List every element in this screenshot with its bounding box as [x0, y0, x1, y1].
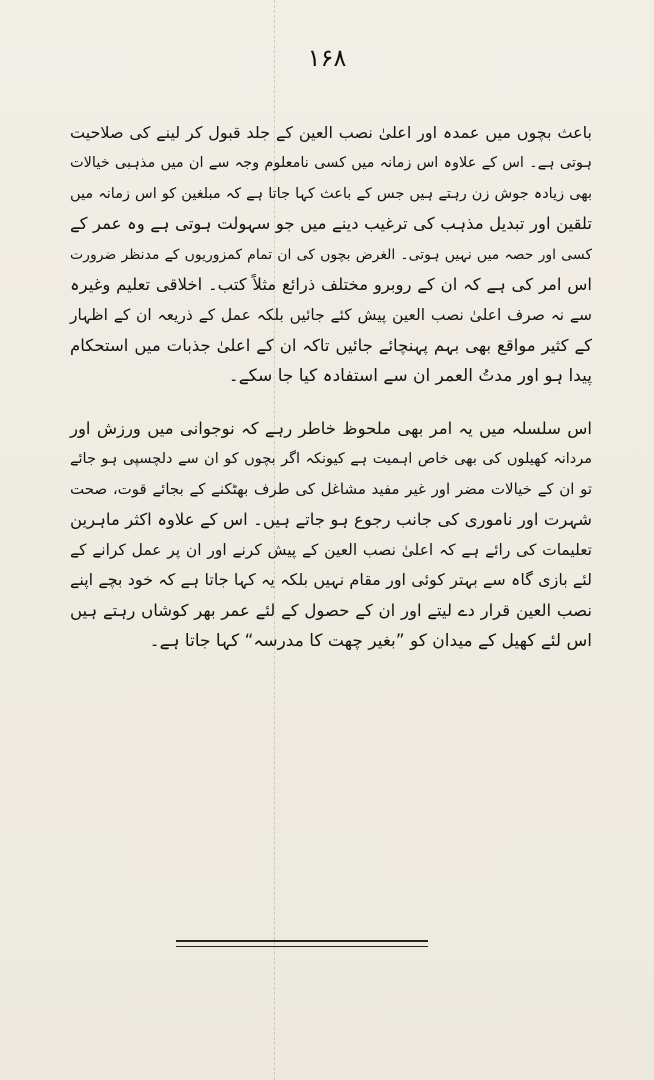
end-rule-thin	[176, 946, 428, 947]
text-line: اس سلسلہ میں یہ امر بھی ملحوظ خاطر رہے کہ نوجوانی میں ورزش اور	[70, 418, 592, 438]
text-line: کے کثیر مواقع بھی بہم پہنچائے جائیں تاکہ ان کے اعلیٰ جذبات میں استحکام	[70, 335, 592, 355]
text-line: نصب العین قرار دے لیتے اور ان کے حصول کے لئے عمر بھر کوشاں رہتے ہیں	[70, 600, 592, 620]
text-line: تعلیمات کی رائے ہے کہ اعلیٰ نصب العین کے پیش کرنے اور ان پر عمل کرانے کے	[70, 541, 592, 560]
paragraph-1	[70, 118, 592, 392]
text-line: بھی زیادہ جوش زن رہتے ہیں جس کے باعث کہا جاتا ہے کہ مبلغین کو اس زمانہ میں	[70, 185, 592, 202]
text-line: سے نہ صرف اعلیٰ نصب العین پیش کئے جائیں بلکہ عمل کے ذریعہ ان کے اظہار	[70, 306, 592, 325]
paragraph-2	[70, 414, 592, 657]
text-line: تلقین اور تبدیل مذہب کی ترغیب دینے میں جو سہولت ہوتی ہے وہ عمر کے	[70, 214, 592, 234]
text-line: باعث بچوں میں عمدہ اور اعلیٰ نصب العین کے جلد قبول کر لینے کی صلاحیت	[70, 123, 592, 142]
page-number: ۱۶۸	[307, 44, 347, 72]
text-line: مردانہ کھیلوں کی بھی خاص اہمیت ہے کیونکہ اگر بچوں کو ان سے دلچسپی ہو جائے	[70, 450, 592, 467]
body-text	[70, 118, 592, 657]
end-rule	[176, 940, 428, 942]
text-line: اس امر کی ہے کہ ان کے روبرو مختلف ذرائع مثلاً کتب۔ اخلاقی تعلیم وغیرہ	[70, 274, 592, 294]
text-line: اس لئے کھیل کے میدان کو ”بغیر چھت کا مدرسہ“ کہا جاتا ہے۔	[149, 631, 592, 652]
text-line: کسی اور حصہ میں نہیں ہوتی۔ الغرض بچوں کی ان تمام کمزوریوں کے مدنظر ضرورت	[70, 246, 592, 263]
text-line: ہوتی ہے۔ اس کے علاوہ اس زمانہ میں کسی نامعلوم وجہ سے ان میں مذہبی خیالات	[70, 155, 592, 172]
text-line: تو ان کے خیالات مضر اور غیر مفید مشاغل کی طرف بھٹکنے کے بجائے قوت، صحت	[70, 480, 592, 499]
text-line: لئے بازی گاہ سے بہتر کوئی اور مقام نہیں بلکہ یہ کہا جاتا ہے کہ خود بچے اپنے	[70, 570, 592, 590]
text-line: شہرت اور ناموری کی جانب رجوع ہو جاتے ہیں۔ اس کے علاوہ اکثر ماہرین	[70, 509, 592, 529]
paragraph-gap	[70, 392, 592, 414]
text-line: پیدا ہو اور مدتُ العمر ان سے استفادہ کیا جا سکے۔	[228, 366, 592, 387]
